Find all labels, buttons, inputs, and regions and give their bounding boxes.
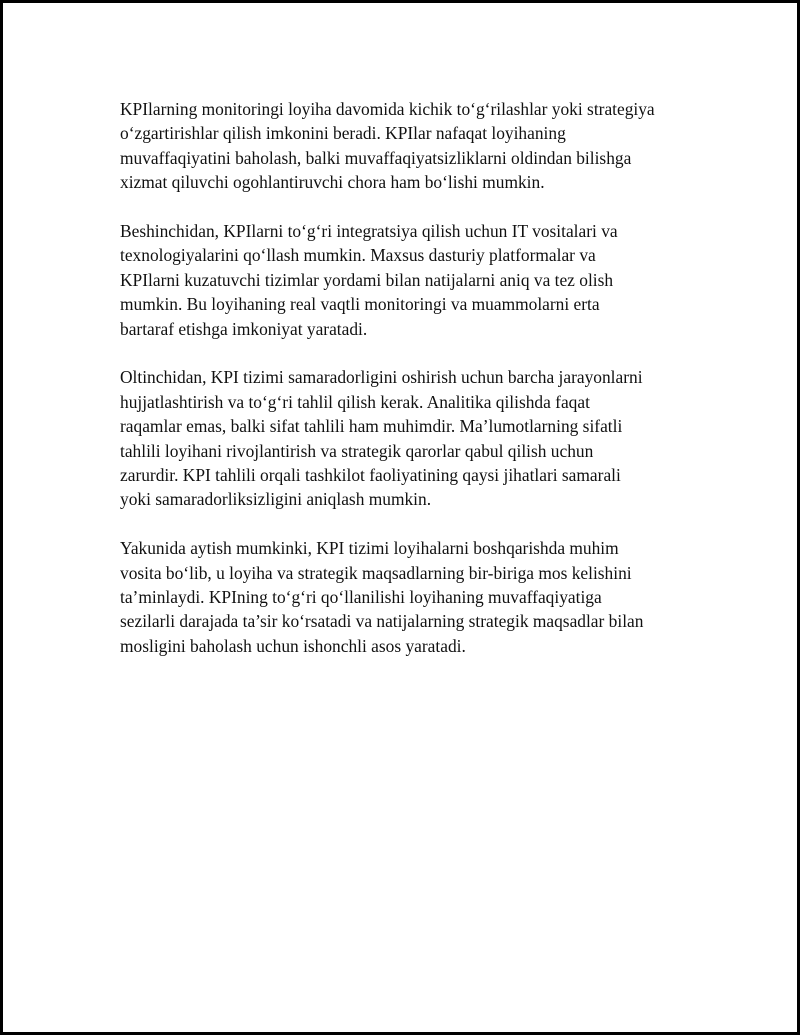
text-line: o‘zgartirishlar qilish imkonini beradi. KPIlar nafaqat loyihaning: [120, 123, 566, 144]
text-line: muvaffaqiyatini baholash, balki muvaffaqiyatsizliklarni oldindan bilishga: [120, 147, 632, 168]
text-line: sezilarli darajada ta’sir ko‘rsatadi va natijalarning strategik maqsadlar bilan: [120, 611, 644, 632]
paragraph-sixth-point: [120, 365, 710, 511]
text-line: texnologiyalarini qo‘llash mumkin. Maxsus dasturiy platformalar va: [120, 245, 596, 266]
text-line: hujjatlashtirish va to‘g‘ri tahlil qilish kerak. Analitika qilishda faqat: [120, 391, 590, 412]
paragraph-fifth-point: [120, 219, 710, 341]
paragraph-kpi-monitoring: [120, 97, 710, 195]
text-line: ta’minlaydi. KPIning to‘g‘ri qo‘llanilishi loyihaning muvaffaqiyatiga: [120, 587, 602, 608]
text-line: vosita bo‘lib, u loyiha va strategik maqsadlarning bir-biriga mos kelishini: [120, 562, 632, 583]
text-line: Yakunida aytish mumkinki, KPI tizimi loyihalarni boshqarishda muhim: [120, 538, 619, 559]
text-line: mumkin. Bu loyihaning real vaqtli monitoringi va muammolarni erta: [120, 294, 600, 315]
text-line: bartaraf etishga imkoniyat yaratadi.: [120, 318, 368, 339]
text-line: zarurdir. KPI tahlili orqali tashkilot faoliyatining qaysi jihatlari samarali: [120, 465, 621, 486]
text-line: raqamlar emas, balki sifat tahlili ham muhimdir. Ma’lumotlarning sifatli: [120, 416, 623, 437]
text-line: KPIlarning monitoringi loyiha davomida kichik to‘g‘rilashlar yoki strategiya: [120, 99, 655, 119]
text-line: xizmat qiluvchi ogohlantiruvchi chora ham bo‘lishi mumkin.: [120, 172, 545, 193]
text-line: tahlili loyihani rivojlantirish va strategik qarorlar qabul qilish uchun: [120, 440, 594, 461]
text-line: KPIlarni kuzatuvchi tizimlar yordami bilan natijalarni aniq va tez olish: [120, 269, 614, 290]
text-line: Oltinchidan, KPI tizimi samaradorligini oshirish uchun barcha jarayonlarni: [120, 367, 643, 388]
text-line: mosligini baholash uchun ishonchli asos yaratadi.: [120, 635, 466, 656]
text-line: Beshinchidan, KPIlarni to‘g‘ri integratsiya qilish uchun IT vositalari va: [120, 221, 618, 242]
text-line: yoki samaradorliksizligini aniqlash mumkin.: [120, 489, 432, 510]
document-body: [120, 97, 710, 683]
paragraph-conclusion: [120, 536, 710, 658]
